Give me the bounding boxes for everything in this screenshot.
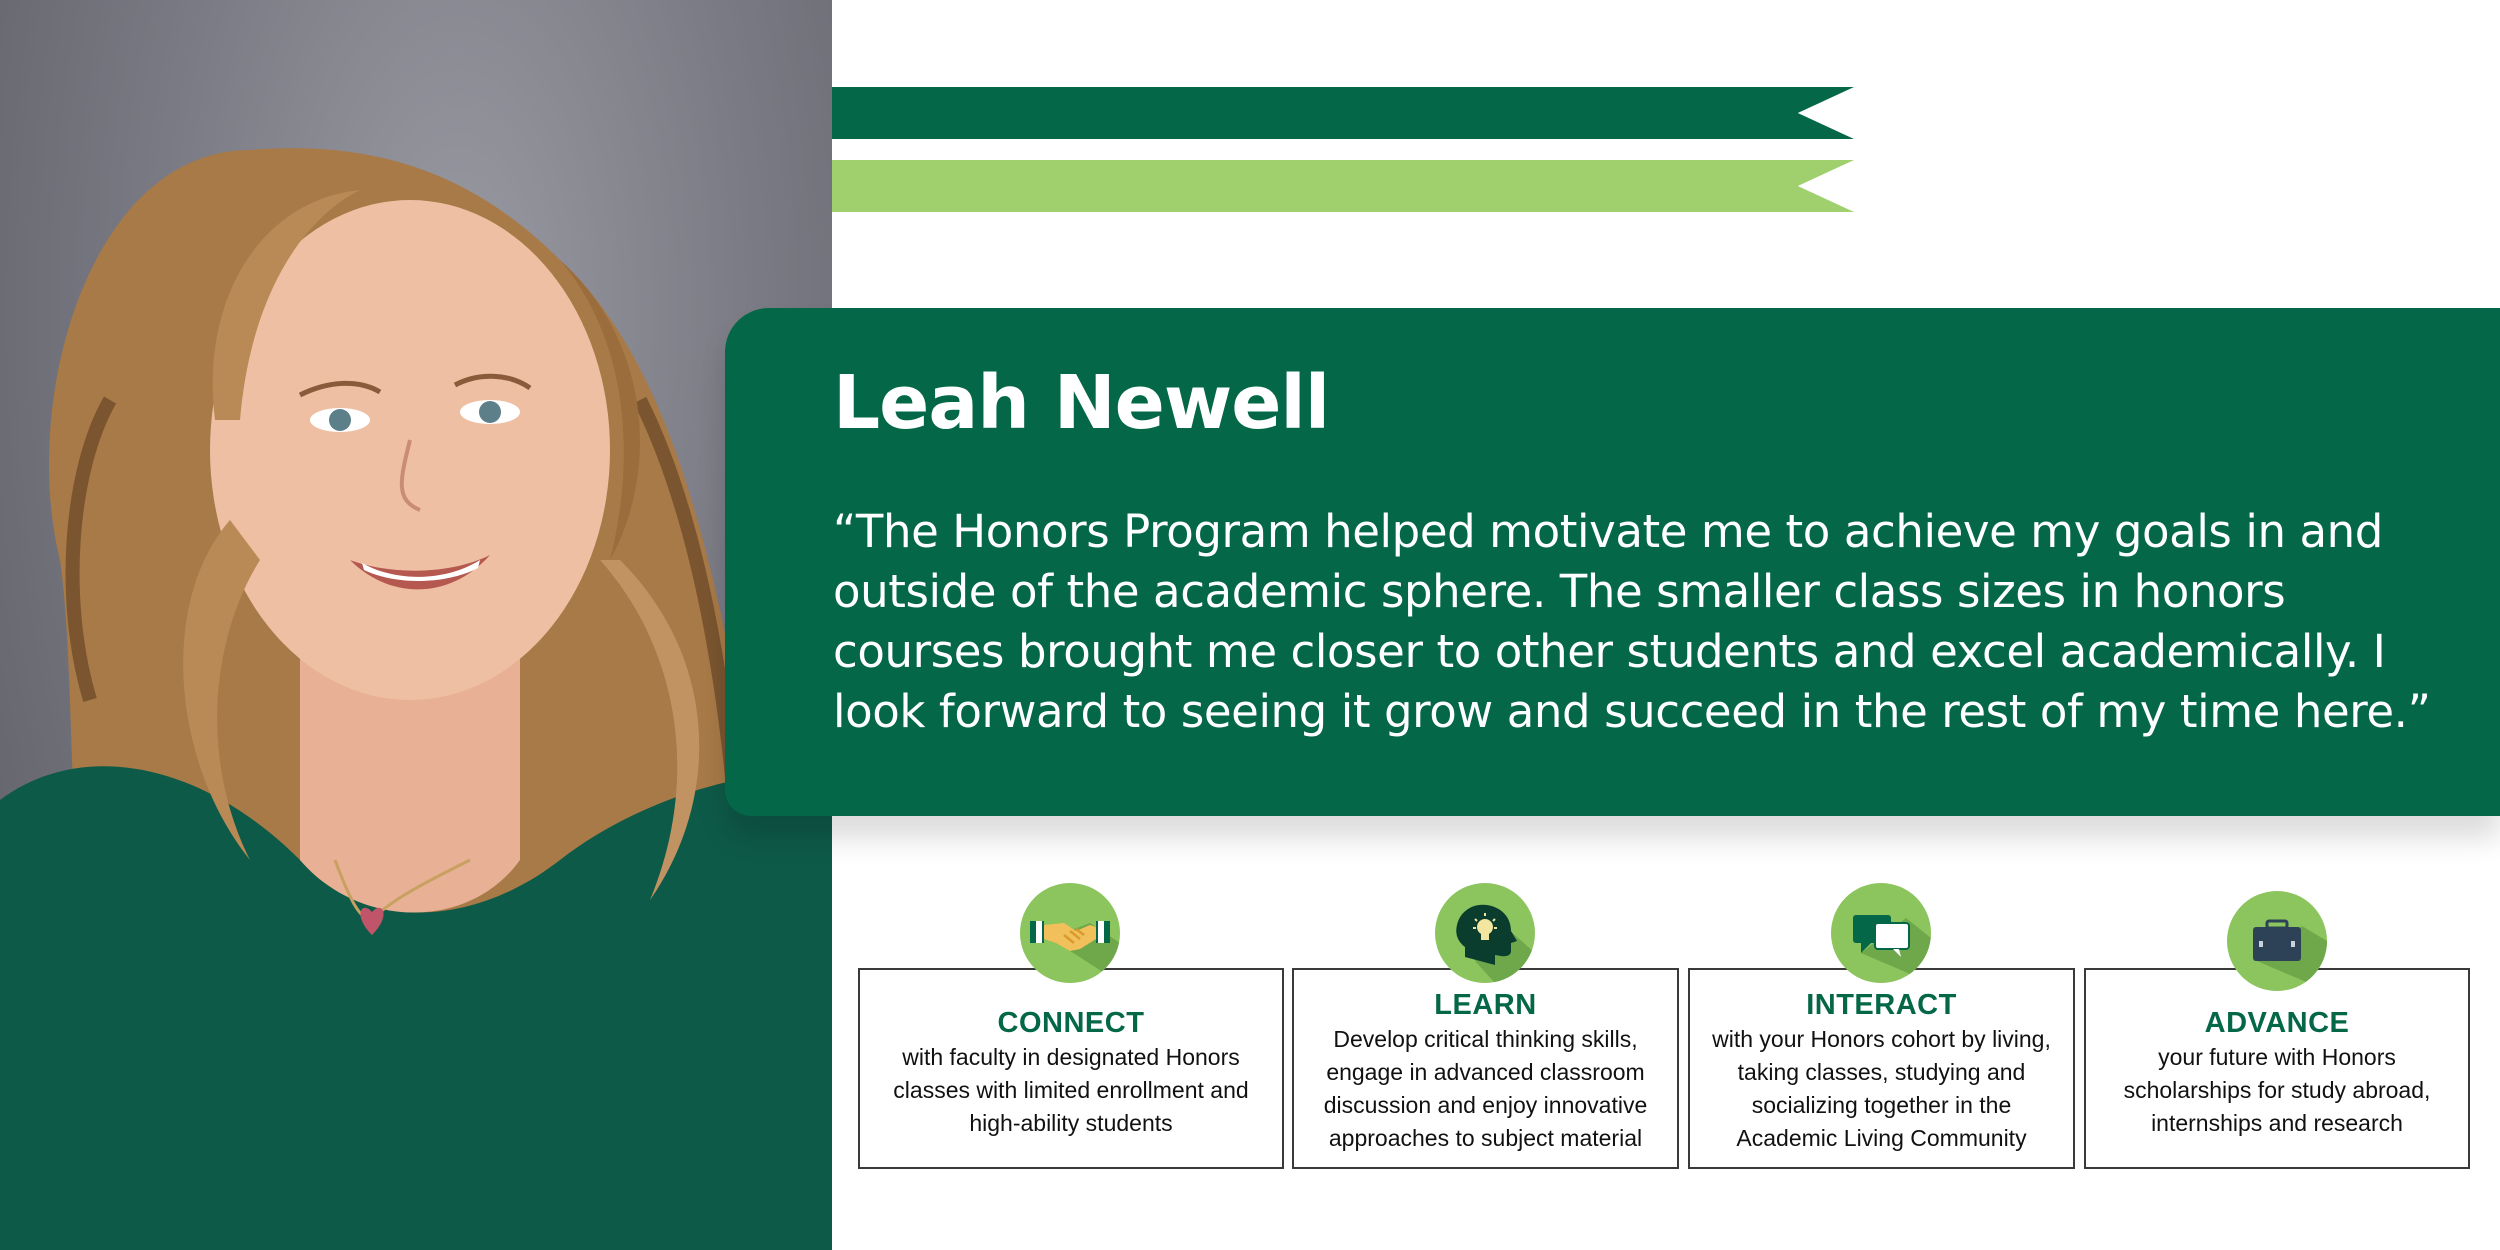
feature-description: with faculty in designated Honors classes with limited enrollment and high-ability students xyxy=(893,1044,1249,1136)
feature-description: with your Honors cohort by living, taking classes, studying and socializing together in the Academic Living Community xyxy=(1712,1026,2051,1151)
feature-card-interact xyxy=(1688,968,2075,1169)
student-portrait-photo xyxy=(0,0,832,1250)
feature-title: LEARN xyxy=(1434,989,1537,1021)
feature-card-connect xyxy=(858,968,1284,1169)
feature-title: INTERACT xyxy=(1806,989,1957,1021)
feature-description: Develop critical thinking skills, engage in advanced classroom discussion and enjoy innovative approaches to subject material xyxy=(1323,1026,1648,1151)
decorative-ribbon-light xyxy=(832,160,1854,212)
handshake-icon xyxy=(1020,883,1120,983)
feature-title: CONNECT xyxy=(997,1007,1145,1039)
testimonial-quote: “The Honors Program helped motivate me to achieve my goals in and outside of the academic sphere. The smaller class sizes in honors courses brought me closer to other students and excel academically. I look forward to seeing it grow and succeed in the rest of my time here.” xyxy=(833,505,2431,738)
feature-description: your future with Honors scholarships for study abroad, internships and research xyxy=(2123,1044,2431,1136)
head-lightbulb-icon xyxy=(1435,883,1535,983)
feature-title: ADVANCE xyxy=(2204,1007,2350,1039)
feature-card-advance xyxy=(2084,968,2470,1169)
decorative-ribbon-dark xyxy=(832,87,1854,139)
briefcase-icon xyxy=(2227,891,2327,991)
speech-bubbles-icon xyxy=(1831,883,1931,983)
feature-card-learn xyxy=(1292,968,1679,1169)
student-name: Leah Newell xyxy=(833,360,1330,446)
